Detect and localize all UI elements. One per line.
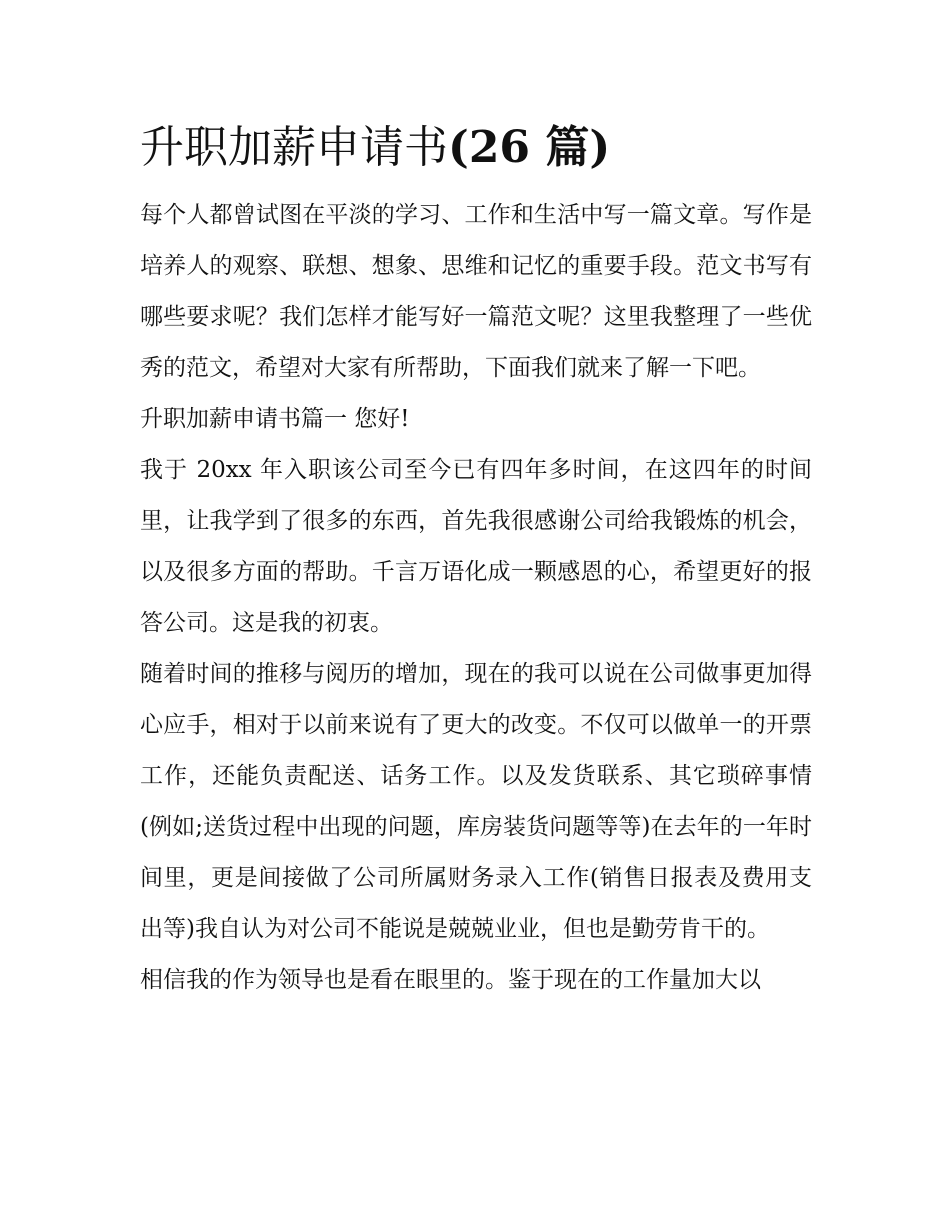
title-count: (26 篇) — [448, 122, 611, 173]
paragraph-body-3: 相信我的作为领导也是看在眼里的。鉴于现在的工作量加大以 — [140, 967, 761, 993]
document-body — [140, 112, 812, 1006]
page-title — [140, 112, 812, 184]
paragraph-body-2: 随着时间的推移与阅历的增加，现在的我可以说在公司做事更加得心应手，相对于以前来说有了更大的改变。不仅可以做单一的开票工作，还能负责配送、话务工作。以及发货联系、其它琐碎事情(例如;送货过程中出现的问题，库房装货问题等等)在去年的一年时间里，更是间接做了公司所属财务录入工作(销售日报表及费用支出等)我自认为对公司不能说是兢兢业业，但也是勤劳肯干的。 — [140, 661, 812, 942]
paragraph-body-1: 我于 20xx 年入职该公司至今已有四年多时间，在这四年的时间里，让我学到了很多的东西，首先我很感谢公司给我锻炼的机会，以及很多方面的帮助。千言万语化成一颗感恩的心，希望更好的报答公司。这是我的初衷。 — [140, 457, 812, 636]
paragraph-heading: 升职加薪申请书篇一 您好! — [140, 406, 410, 432]
title-main: 升职加薪申请书 — [140, 122, 448, 173]
paragraph-intro: 每个人都曾试图在平淡的学习、工作和生活中写一篇文章。写作是培养人的观察、联想、想象、思维和记忆的重要手段。范文书写有哪些要求呢？我们怎样才能写好一篇范文呢？这里我整理了一些优秀的范文，希望对大家有所帮助，下面我们就来了解一下吧。 — [140, 202, 812, 381]
